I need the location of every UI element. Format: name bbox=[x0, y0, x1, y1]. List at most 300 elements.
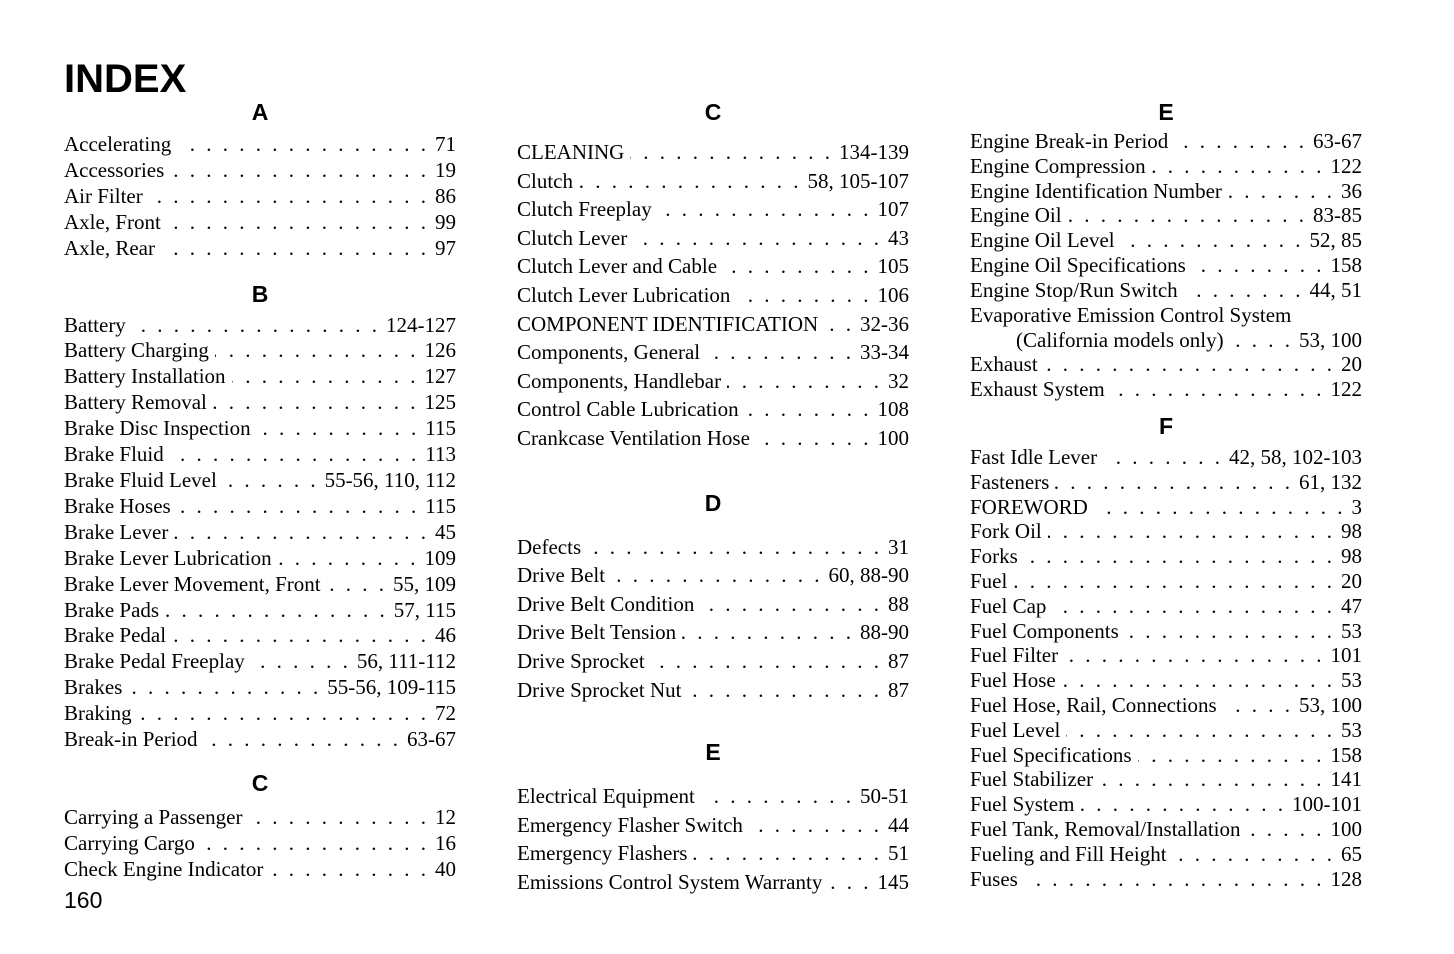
index-term: Exhaust bbox=[970, 352, 1038, 377]
index-entry bbox=[970, 718, 1362, 743]
index-term: Fuel Hose bbox=[970, 668, 1056, 693]
page-number: 160 bbox=[64, 887, 103, 913]
index-page-ref: 125 bbox=[424, 390, 456, 415]
index-entry bbox=[64, 805, 456, 831]
dot-leader bbox=[1024, 544, 1335, 569]
index-page-ref: 145 bbox=[877, 869, 909, 894]
index-entry-list bbox=[970, 445, 1362, 891]
index-term: Electrical Equipment bbox=[517, 784, 695, 809]
index-term: Forks bbox=[970, 544, 1018, 569]
index-term: Control Cable Lubrication bbox=[517, 397, 739, 422]
index-entry-row bbox=[970, 594, 1362, 619]
index-term: Battery Charging bbox=[64, 338, 209, 363]
dot-leader bbox=[213, 390, 419, 416]
dot-leader bbox=[1024, 867, 1325, 892]
dot-leader bbox=[687, 676, 882, 705]
index-entry-row bbox=[970, 253, 1362, 278]
index-entry bbox=[517, 811, 909, 840]
index-entry-row bbox=[970, 179, 1362, 204]
index-section-f bbox=[970, 412, 1362, 891]
index-entry bbox=[517, 782, 909, 811]
index-entry bbox=[64, 520, 456, 546]
index-page-ref: 42, 58, 102-103 bbox=[1229, 444, 1362, 469]
index-entry bbox=[970, 867, 1362, 892]
index-page-ref: 122 bbox=[1330, 377, 1362, 402]
dot-leader bbox=[723, 252, 871, 281]
index-entry bbox=[64, 338, 456, 364]
index-entry-row bbox=[64, 442, 456, 468]
index-entry-row bbox=[64, 416, 456, 442]
dot-leader bbox=[1174, 129, 1307, 154]
index-term: Engine Identification Number bbox=[970, 178, 1222, 203]
index-entry-row bbox=[64, 572, 456, 598]
index-page-ref: 46 bbox=[435, 623, 456, 648]
index-section-e bbox=[970, 98, 1362, 402]
index-column-1 bbox=[64, 98, 456, 883]
index-term: Clutch Lever and Cable bbox=[517, 254, 718, 279]
index-term: Clutch Lever bbox=[517, 225, 628, 250]
index-term: Battery Removal bbox=[64, 390, 207, 415]
index-page-ref: 44 bbox=[888, 812, 909, 837]
index-page-ref: 100-101 bbox=[1292, 792, 1362, 817]
dot-leader bbox=[651, 647, 882, 676]
index-page-ref: 57, 115 bbox=[393, 597, 456, 622]
dot-leader bbox=[278, 546, 419, 572]
index-page-ref: 100 bbox=[877, 425, 909, 450]
index-entry bbox=[517, 195, 909, 224]
index-term: Carrying Cargo bbox=[64, 830, 195, 855]
dot-leader bbox=[587, 533, 882, 562]
index-page-ref: 55-56, 110, 112 bbox=[324, 467, 456, 492]
index-page-ref: 88-90 bbox=[860, 620, 909, 645]
index-page-ref: 97 bbox=[435, 235, 456, 260]
index-page-ref: 158 bbox=[1330, 252, 1362, 277]
index-entry-row bbox=[517, 167, 909, 196]
index-entry bbox=[970, 278, 1362, 303]
index-entry bbox=[517, 868, 909, 897]
index-entry-row bbox=[970, 718, 1362, 743]
index-entry bbox=[970, 619, 1362, 644]
index-page-ref: 83-85 bbox=[1313, 203, 1362, 228]
index-term: Fuel Cap bbox=[970, 593, 1047, 618]
index-entry-row bbox=[64, 649, 456, 675]
index-entry-row bbox=[970, 569, 1362, 594]
dot-leader bbox=[1230, 328, 1293, 353]
index-entry-row bbox=[64, 598, 456, 624]
index-entry-row bbox=[970, 377, 1362, 402]
index-entry-row bbox=[970, 445, 1362, 470]
index-page-ref: 55-56, 109-115 bbox=[327, 675, 456, 700]
index-page-ref: 36 bbox=[1341, 178, 1362, 203]
index-term: Defects bbox=[517, 534, 582, 559]
index-page-ref: 105 bbox=[877, 254, 909, 279]
section-letter-heading: A bbox=[251, 99, 269, 125]
index-entry-row bbox=[517, 195, 909, 224]
dot-leader bbox=[128, 675, 321, 701]
index-term: Battery Installation bbox=[64, 364, 226, 389]
index-entry bbox=[970, 253, 1362, 278]
index-term: Accessories bbox=[64, 157, 165, 182]
index-term: Break-in Period bbox=[64, 727, 198, 752]
index-entry-row bbox=[970, 278, 1362, 303]
index-page-ref: 61, 132 bbox=[1299, 469, 1362, 494]
index-entry-row bbox=[517, 618, 909, 647]
index-entry bbox=[970, 842, 1362, 867]
index-entry-row bbox=[517, 424, 909, 453]
dot-leader bbox=[1173, 842, 1335, 867]
index-term: Brakes bbox=[64, 675, 123, 700]
index-term: Emergency Flashers bbox=[517, 841, 688, 866]
index-entry bbox=[970, 569, 1362, 594]
index-entry-row bbox=[517, 224, 909, 253]
section-letter-heading: D bbox=[704, 489, 722, 516]
index-entry-row bbox=[64, 132, 456, 158]
dot-leader bbox=[1111, 377, 1325, 402]
index-entry-row bbox=[970, 154, 1362, 179]
index-entry bbox=[970, 792, 1362, 817]
dot-leader bbox=[736, 281, 871, 310]
index-entry-row bbox=[517, 782, 909, 811]
index-term: Axle, Front bbox=[64, 209, 161, 234]
index-entry-row bbox=[970, 544, 1362, 569]
page-title: INDEX bbox=[64, 57, 187, 101]
index-page-ref: 63-67 bbox=[407, 727, 456, 752]
index-term: FOREWORD bbox=[970, 494, 1088, 519]
dot-leader bbox=[170, 158, 429, 184]
index-entry bbox=[517, 395, 909, 424]
index-entry bbox=[970, 129, 1362, 154]
dot-leader bbox=[327, 572, 387, 598]
index-term: Air Filter bbox=[64, 183, 143, 208]
index-entry bbox=[64, 546, 456, 572]
index-term: CLEANING bbox=[517, 140, 625, 164]
index-page-ref: 71 bbox=[435, 132, 456, 156]
index-entry bbox=[970, 817, 1362, 842]
index-term: Fueling and Fill Height bbox=[970, 841, 1167, 866]
index-page-ref: 100 bbox=[1330, 816, 1362, 841]
index-term: Fuel Components bbox=[970, 618, 1119, 643]
index-term: Evaporative Emission Control System bbox=[970, 302, 1292, 327]
index-entry bbox=[64, 623, 456, 649]
index-entry-row bbox=[64, 210, 456, 236]
index-entry-row bbox=[970, 495, 1362, 520]
index-section-c bbox=[517, 98, 909, 453]
index-entry-row bbox=[517, 310, 909, 339]
dot-leader bbox=[1184, 278, 1304, 303]
index-term: Fuel System bbox=[970, 792, 1075, 817]
dot-leader bbox=[1223, 693, 1293, 718]
index-entry-row bbox=[64, 390, 456, 416]
index-term: Fork Oil bbox=[970, 519, 1042, 544]
section-letter-heading: E bbox=[1158, 99, 1174, 125]
index-term: Components, Handlebar bbox=[517, 368, 722, 393]
index-page-ref: 134-139 bbox=[839, 140, 909, 164]
index-entry-list bbox=[64, 132, 456, 262]
index-entry-row bbox=[64, 546, 456, 572]
index-page-ref: 52, 85 bbox=[1309, 228, 1362, 253]
index-page-ref: 115 bbox=[425, 493, 456, 518]
index-term: Brake Pedal Freeplay bbox=[64, 649, 245, 674]
dot-leader bbox=[1099, 767, 1324, 792]
index-entry bbox=[970, 470, 1362, 495]
index-section-b bbox=[64, 280, 456, 753]
index-entry-row bbox=[64, 701, 456, 727]
index-term: Drive Sprocket Nut bbox=[517, 677, 682, 702]
dot-leader bbox=[269, 857, 429, 883]
index-entry bbox=[64, 210, 456, 236]
dot-leader bbox=[700, 590, 882, 619]
index-term: Engine Break-in Period bbox=[970, 129, 1169, 153]
dot-leader bbox=[232, 364, 419, 390]
dot-leader bbox=[749, 811, 882, 840]
index-page-ref: 109 bbox=[424, 545, 456, 570]
index-term: Drive Belt Condition bbox=[517, 591, 695, 616]
index-entry bbox=[517, 167, 909, 196]
dot-leader bbox=[1013, 569, 1335, 594]
section-letter-heading: C bbox=[704, 99, 722, 125]
section-letter-heading: E bbox=[705, 739, 721, 766]
index-entry-row bbox=[64, 831, 456, 857]
index-entry-row bbox=[970, 203, 1362, 228]
index-term: Engine Oil bbox=[970, 203, 1062, 228]
index-term: Clutch Freeplay bbox=[517, 197, 652, 222]
dot-leader bbox=[824, 310, 854, 339]
dot-leader bbox=[630, 138, 833, 167]
index-term: Engine Stop/Run Switch bbox=[970, 277, 1178, 302]
index-entry bbox=[517, 138, 909, 167]
dot-leader bbox=[1066, 718, 1335, 743]
index-entry-list bbox=[517, 138, 909, 453]
index-page-ref: 50-51 bbox=[860, 784, 909, 809]
index-entry-row bbox=[970, 767, 1362, 792]
dot-leader bbox=[215, 338, 419, 364]
index-page-ref: 32 bbox=[888, 368, 909, 393]
index-entry bbox=[64, 390, 456, 416]
index-entry-row bbox=[970, 817, 1362, 842]
index-entry-row bbox=[517, 138, 909, 167]
index-term: Fast Idle Lever bbox=[970, 444, 1098, 469]
dot-leader bbox=[1064, 643, 1324, 668]
index-entry-row bbox=[64, 313, 456, 339]
index-term: Fuses bbox=[970, 866, 1018, 891]
index-page-ref: 126 bbox=[424, 338, 456, 363]
dot-leader bbox=[1247, 817, 1325, 842]
dot-leader bbox=[579, 167, 802, 196]
index-page-ref: 45 bbox=[435, 519, 456, 544]
index-entry bbox=[64, 649, 456, 675]
dot-leader bbox=[756, 424, 872, 453]
index-page-ref: 141 bbox=[1330, 767, 1362, 792]
index-term: Check Engine Indicator bbox=[64, 856, 264, 881]
dot-leader bbox=[1125, 619, 1335, 644]
index-page-ref: 53 bbox=[1341, 717, 1362, 742]
section-letter-heading: F bbox=[1158, 412, 1174, 439]
index-page-ref: 63-67 bbox=[1313, 129, 1362, 153]
index-term: Accelerating bbox=[64, 132, 172, 156]
index-entry bbox=[970, 594, 1362, 619]
index-entry bbox=[64, 364, 456, 390]
index-entry bbox=[64, 468, 456, 494]
index-entry-list bbox=[64, 313, 456, 753]
index-page-ref: 16 bbox=[435, 830, 456, 855]
dot-leader bbox=[1055, 470, 1293, 495]
index-entry-row bbox=[517, 367, 909, 396]
dot-leader bbox=[165, 598, 388, 624]
index-page-ref: 87 bbox=[888, 648, 909, 673]
index-entry bbox=[970, 519, 1362, 544]
dot-leader bbox=[706, 338, 854, 367]
index-page-ref: 106 bbox=[877, 282, 909, 307]
index-term: Components, General bbox=[517, 340, 701, 365]
dot-leader bbox=[170, 442, 420, 468]
index-entry bbox=[970, 643, 1362, 668]
index-term: Brake Fluid bbox=[64, 442, 164, 467]
index-column-2 bbox=[517, 98, 909, 896]
index-entry bbox=[970, 668, 1362, 693]
index-section-a bbox=[64, 98, 456, 262]
section-letter-heading: C bbox=[251, 769, 269, 796]
index-entry bbox=[517, 533, 909, 562]
index-entry-row bbox=[64, 158, 456, 184]
index-entry bbox=[64, 236, 456, 262]
dot-leader bbox=[132, 313, 380, 339]
index-term: Brake Lever Lubrication bbox=[64, 545, 272, 570]
index-entry-row bbox=[517, 868, 909, 897]
index-entry bbox=[970, 179, 1362, 204]
index-page-ref: 43 bbox=[888, 225, 909, 250]
index-page-ref: 20 bbox=[1341, 568, 1362, 593]
index-entry-row bbox=[517, 338, 909, 367]
index-entry bbox=[970, 544, 1362, 569]
dot-leader bbox=[201, 831, 429, 857]
index-entry-row bbox=[64, 364, 456, 390]
dot-leader bbox=[248, 805, 429, 831]
index-term: Brake Hoses bbox=[64, 493, 171, 518]
index-entry-row bbox=[970, 352, 1362, 377]
index-page-ref: 101 bbox=[1330, 643, 1362, 668]
index-page-ref: 20 bbox=[1341, 352, 1362, 377]
dot-leader bbox=[1228, 179, 1335, 204]
dot-leader bbox=[174, 520, 429, 546]
index-entry bbox=[64, 727, 456, 753]
index-entry-row bbox=[517, 811, 909, 840]
index-entry bbox=[517, 590, 909, 619]
index-term: Engine Oil Level bbox=[970, 228, 1115, 253]
index-term: Emergency Flasher Switch bbox=[517, 812, 743, 837]
index-term: Brake Lever bbox=[64, 519, 169, 544]
dot-leader bbox=[701, 782, 854, 811]
index-entry-row bbox=[970, 129, 1362, 154]
dot-leader bbox=[1062, 668, 1335, 693]
index-entry bbox=[64, 184, 456, 210]
dot-leader bbox=[251, 649, 351, 675]
dot-leader bbox=[204, 727, 401, 753]
index-entry-row bbox=[970, 228, 1362, 253]
index-entry bbox=[517, 281, 909, 310]
dot-leader bbox=[727, 367, 882, 396]
dot-leader bbox=[1152, 154, 1325, 179]
index-term: Engine Oil Specifications bbox=[970, 252, 1186, 277]
dot-leader bbox=[149, 184, 429, 210]
index-page-ref: 33-34 bbox=[860, 340, 909, 365]
index-entry-list bbox=[517, 533, 909, 705]
index-column-3 bbox=[970, 98, 1362, 891]
index-page-ref: 122 bbox=[1330, 153, 1362, 178]
index-entry-row bbox=[517, 676, 909, 705]
index-page-ref: 98 bbox=[1341, 519, 1362, 544]
dot-leader bbox=[1094, 495, 1346, 520]
index-entry-row bbox=[517, 647, 909, 676]
index-entry-row bbox=[517, 839, 909, 868]
index-entry-row bbox=[64, 236, 456, 262]
index-page-ref: 65 bbox=[1341, 841, 1362, 866]
index-entry-row bbox=[970, 842, 1362, 867]
index-term: Fuel bbox=[970, 568, 1008, 593]
index-section-e bbox=[517, 738, 909, 896]
dot-leader bbox=[161, 236, 429, 262]
index-page-ref: 128 bbox=[1330, 866, 1362, 891]
index-entry-row bbox=[970, 792, 1362, 817]
index-section-c bbox=[64, 769, 456, 883]
index-entry bbox=[970, 445, 1362, 470]
index-entry bbox=[517, 618, 909, 647]
index-page-ref: 58, 105-107 bbox=[807, 168, 909, 193]
index-entry-row bbox=[64, 727, 456, 753]
index-entry-row bbox=[970, 619, 1362, 644]
index-entry bbox=[64, 831, 456, 857]
index-term: Fasteners bbox=[970, 469, 1050, 494]
index-entry-row bbox=[64, 623, 456, 649]
index-entry bbox=[517, 310, 909, 339]
index-entry-list bbox=[517, 782, 909, 896]
index-entry-row bbox=[970, 519, 1362, 544]
index-term: Brake Lever Movement, Front bbox=[64, 571, 321, 596]
index-page-ref: 158 bbox=[1330, 742, 1362, 767]
index-entry bbox=[970, 377, 1362, 402]
index-entry-row bbox=[970, 668, 1362, 693]
index-term: Fuel Specifications bbox=[970, 742, 1132, 767]
index-entry-row bbox=[64, 184, 456, 210]
index-term: Clutch bbox=[517, 168, 573, 193]
index-page-ref: 12 bbox=[435, 804, 456, 829]
index-entry-row bbox=[64, 494, 456, 520]
index-page-ref: 3 bbox=[1351, 494, 1362, 519]
index-entry bbox=[64, 416, 456, 442]
index-term: Brake Fluid Level bbox=[64, 467, 217, 492]
dot-leader bbox=[1052, 594, 1335, 619]
index-term: Fuel Stabilizer bbox=[970, 767, 1094, 792]
dot-leader bbox=[745, 395, 872, 424]
index-term: Fuel Level bbox=[970, 717, 1061, 742]
dot-leader bbox=[1048, 519, 1335, 544]
index-page-ref: 86 bbox=[435, 183, 456, 208]
index-term: Drive Sprocket bbox=[517, 648, 645, 673]
index-term: Battery bbox=[64, 312, 126, 337]
index-page-ref: 53, 100 bbox=[1299, 692, 1362, 717]
index-entry bbox=[64, 132, 456, 158]
index-entry-row bbox=[64, 338, 456, 364]
dot-leader bbox=[257, 416, 420, 442]
index-page-ref: 47 bbox=[1341, 593, 1362, 618]
index-page-ref: 107 bbox=[877, 197, 909, 222]
index-page-ref: 56, 111-112 bbox=[356, 649, 456, 674]
index-entry bbox=[517, 647, 909, 676]
index-term: Drive Belt Tension bbox=[517, 620, 677, 645]
index-entry bbox=[970, 203, 1362, 228]
index-entry-row bbox=[970, 470, 1362, 495]
index-term: Clutch Lever Lubrication bbox=[517, 282, 731, 307]
index-entry bbox=[970, 693, 1362, 718]
